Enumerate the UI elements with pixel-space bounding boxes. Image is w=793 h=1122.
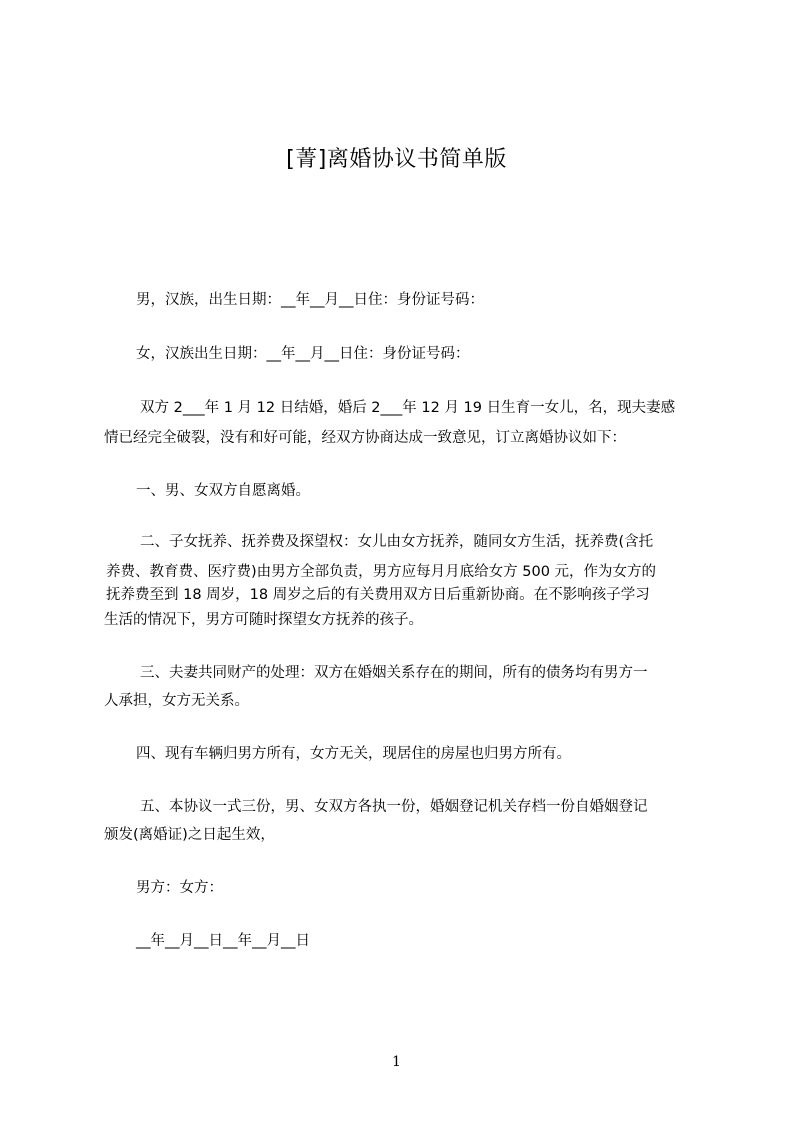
clause-2-line-1: 二、子女抚养、抚养费及探望权：女儿由女方抚养，随同女方生活，抚养费(含托	[140, 534, 654, 550]
document-title: [菁]离婚协议书简单版	[286, 147, 507, 172]
clause-2-line-2: 养费、教育费、医疗费)由男方全部负责，男方应每月月底给女方 500 元，作为女方的	[106, 564, 657, 580]
clause-1: 一、男、女双方自愿离婚。	[136, 483, 310, 499]
date-line: __年__月__日__年__月__日	[136, 933, 310, 949]
intro-line-1: 双方 2___年 1 月 12 日结婚，婚后 2___年 12 月 19 日生育一女儿，名，现夫妻感	[140, 400, 676, 416]
page-number: 1	[392, 1054, 401, 1070]
clause-5-line-1: 五、本协议一式三份，男、女双方各执一份，婚姻登记机关存档一份自婚姻登记	[140, 799, 648, 815]
female-party-line: 女，汉族出生日期：__年__月__日住：身份证号码：	[136, 346, 470, 362]
clause-5-line-2: 颁发(离婚证)之日起生效，	[104, 827, 275, 843]
intro-line-2: 情已经完全破裂，没有和好可能，经双方协商达成一致意见，订立离婚协议如下：	[104, 430, 626, 446]
clause-2-line-3: 抚养费至到 18 周岁，18 周岁之后的有关费用双方日后重新协商。在不影响孩子学习	[106, 587, 650, 603]
clause-4: 四、现有车辆归男方所有，女方无关，现居住的房屋也归男方所有。	[136, 746, 571, 762]
male-party-line: 男，汉族，出生日期：__年__月__日住：身份证号码：	[136, 292, 484, 308]
signature-line: 男方：女方：	[136, 880, 223, 896]
clause-3-line-1: 三、夫妻共同财产的处理：双方在婚姻关系存在的期间，所有的债务均有男方一	[140, 665, 648, 681]
clause-2-line-4: 生活的情况下，男方可随时探望女方抚养的孩子。	[104, 612, 423, 628]
clause-3-line-2: 人承担，女方无关系。	[104, 693, 249, 709]
